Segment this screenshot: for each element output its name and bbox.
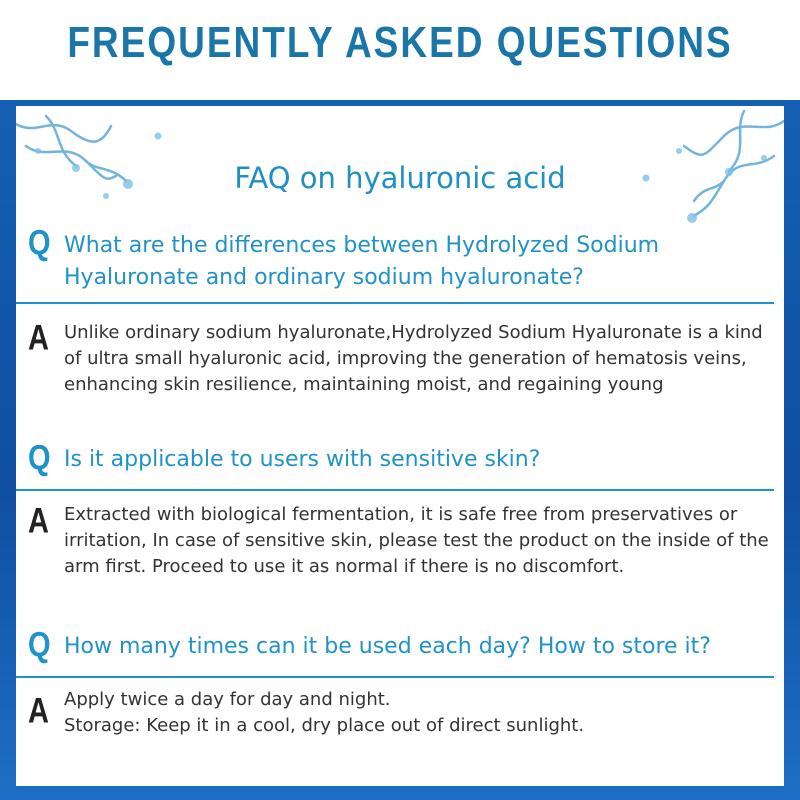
answer-3-line-1: Apply twice a day for day and night. bbox=[64, 689, 391, 710]
page-header bbox=[0, 0, 800, 100]
answer-1: Unlike ordinary sodium hyaluronate,Hydrolyzed Sodium Hyaluronate is a kind of ultra small hyaluronic acid, improving the generation of hematosis veins, enhancing skin resilience, maintaining moist, and regaining young bbox=[64, 322, 763, 395]
answer-2: Extracted with biological fermentation, it is safe free from preservatives or irritation, In case of sensitive skin, please test the product on the inside of the arm first. Proceed to use it as normal if there is no discomfort. bbox=[64, 504, 769, 577]
question-divider bbox=[16, 489, 774, 491]
question-1: What are the differences between Hydrolyzed Sodium Hyaluronate and ordinary sodium hyaluronate? bbox=[64, 233, 660, 290]
faq-card bbox=[16, 106, 784, 786]
question-divider bbox=[16, 676, 774, 678]
question-marker: Q bbox=[28, 439, 51, 479]
answer-marker: A bbox=[28, 319, 49, 359]
answer-3-line-2: Storage: Keep it in a cool, dry place out of direct sunlight. bbox=[64, 715, 585, 736]
answer-marker: A bbox=[28, 692, 49, 732]
question-2: Is it applicable to users with sensitive skin? bbox=[64, 447, 541, 472]
faq-heading: FAQ on hyaluronic acid bbox=[234, 161, 566, 195]
answer-marker: A bbox=[28, 502, 49, 542]
question-marker: Q bbox=[28, 626, 51, 666]
page-title: FREQUENTLY ASKED QUESTIONS bbox=[67, 18, 733, 67]
question-3: How many times can it be used each day? How to store it? bbox=[64, 634, 711, 659]
answer-3 bbox=[64, 687, 776, 739]
question-divider bbox=[16, 302, 774, 304]
question-marker: Q bbox=[28, 224, 51, 264]
